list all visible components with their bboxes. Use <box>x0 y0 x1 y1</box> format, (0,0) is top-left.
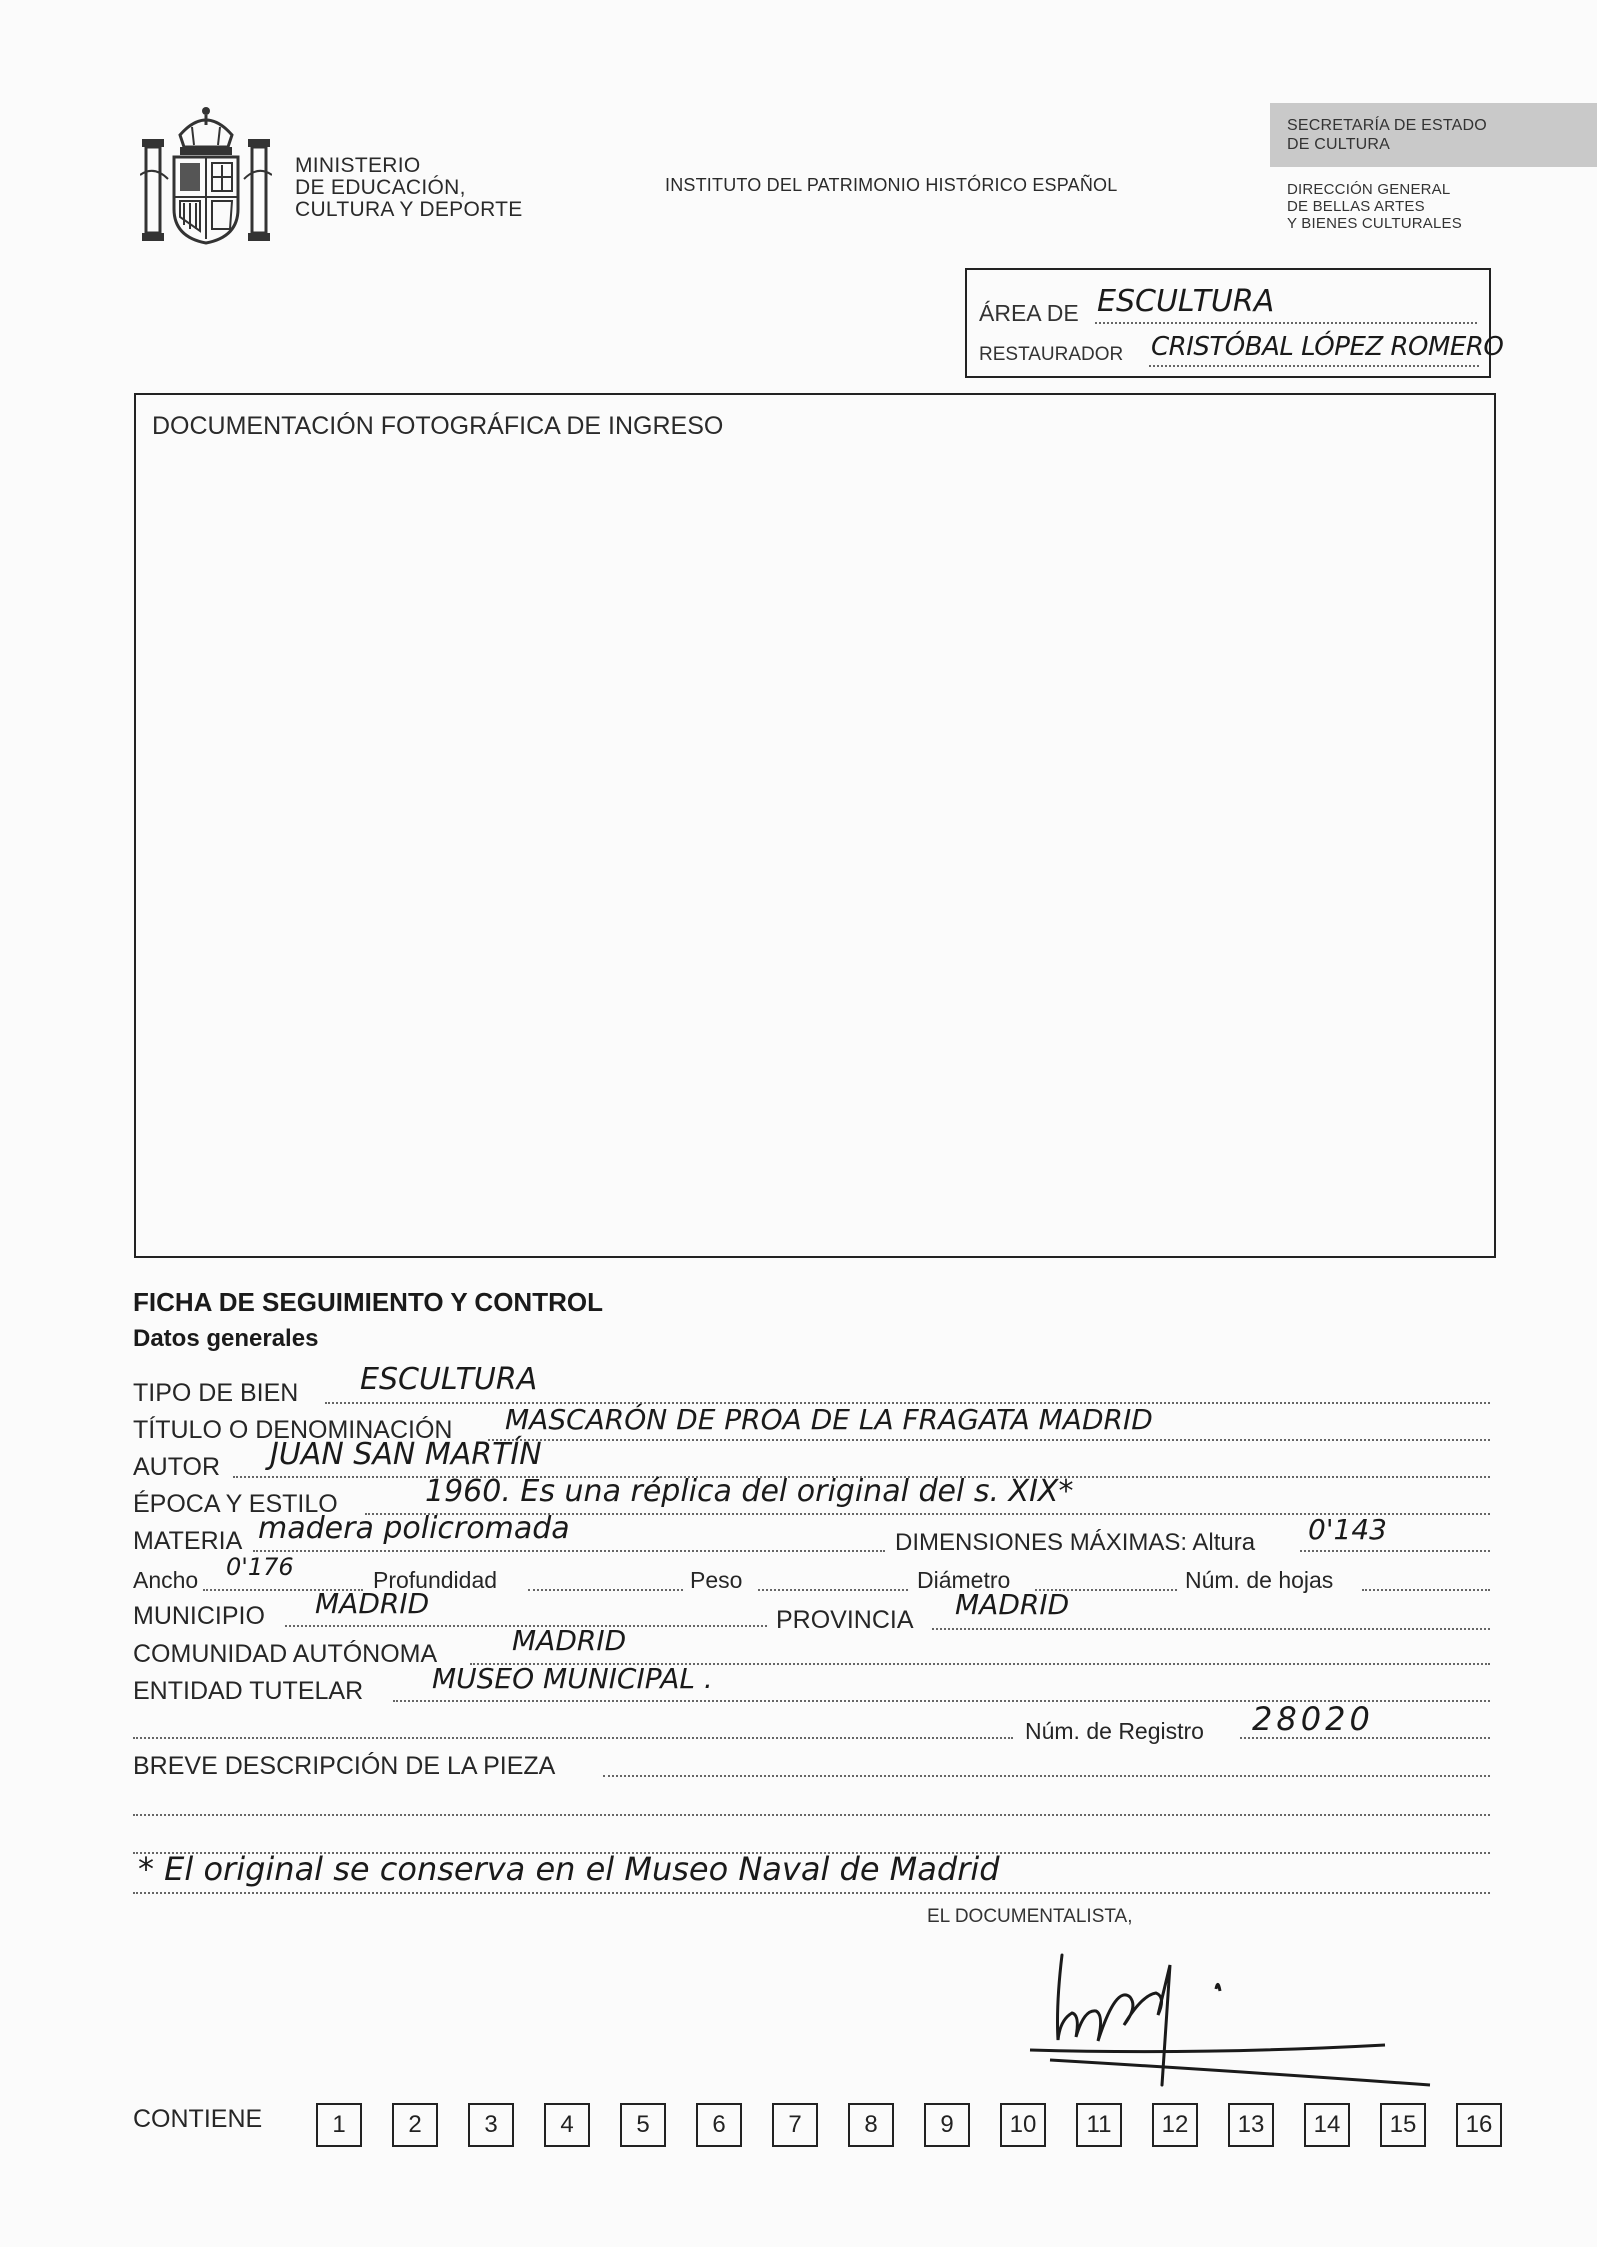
direccion-line: Y BIENES CULTURALES <box>1287 215 1462 232</box>
contiene-box-10[interactable]: 10 <box>1000 2103 1046 2147</box>
materia-value: madera policromada <box>258 1511 570 1546</box>
restaurador-label: RESTAURADOR <box>979 344 1124 365</box>
comunidad-value: MADRID <box>512 1624 627 1657</box>
photo-documentation-title: DOCUMENTACIÓN FOTOGRÁFICA DE INGRESO <box>152 412 724 440</box>
coat-of-arms-icon <box>140 105 272 245</box>
area-dotline <box>1095 322 1477 324</box>
direccion-name <box>1287 181 1462 232</box>
restaurador-dotline <box>1149 365 1479 367</box>
nota-value: * El original se conserva en el Museo Naval de Madrid <box>138 1850 1000 1888</box>
dimensiones-label: DIMENSIONES MÁXIMAS: Altura <box>895 1529 1256 1556</box>
contiene-box-4[interactable]: 4 <box>544 2103 590 2147</box>
secretaria-line: DE CULTURA <box>1287 136 1391 153</box>
secretaria-name <box>1287 116 1487 154</box>
peso-dotline <box>758 1589 908 1591</box>
contiene-box-3[interactable]: 3 <box>468 2103 514 2147</box>
area-value: ESCULTURA <box>1097 284 1275 319</box>
registro-value: 28020 <box>1252 1700 1374 1738</box>
titulo-value: MASCARÓN DE PROA DE LA FRAGATA MADRID <box>505 1403 1153 1436</box>
documentalista-label: EL DOCUMENTALISTA, <box>927 1906 1133 1927</box>
form-heading: FICHA DE SEGUIMIENTO Y CONTROL <box>133 1287 603 1317</box>
profundidad-dotline <box>528 1589 683 1591</box>
photo-documentation-box <box>134 393 1496 1258</box>
peso-label: Peso <box>690 1567 743 1593</box>
entidad-label: ENTIDAD TUTELAR <box>133 1677 364 1705</box>
altura-value: 0'143 <box>1308 1513 1387 1546</box>
signature-icon <box>1020 1945 1440 2095</box>
descripcion-dotline-2 <box>133 1814 1490 1816</box>
altura-dotline <box>1300 1550 1490 1552</box>
area-label: ÁREA DE <box>979 300 1079 326</box>
comunidad-label: COMUNIDAD AUTÓNOMA <box>133 1640 438 1668</box>
entidad-value: MUSEO MUNICIPAL . <box>432 1662 713 1695</box>
contiene-box-11[interactable]: 11 <box>1076 2103 1122 2147</box>
contiene-box-12[interactable]: 12 <box>1152 2103 1198 2147</box>
tipo-label: TIPO DE BIEN <box>133 1379 299 1407</box>
secretaria-line: SECRETARÍA DE ESTADO <box>1287 117 1487 134</box>
contiene-box-7[interactable]: 7 <box>772 2103 818 2147</box>
contiene-box-1[interactable]: 1 <box>316 2103 362 2147</box>
contiene-box-13[interactable]: 13 <box>1228 2103 1274 2147</box>
titulo-label: TÍTULO O DENOMINACIÓN <box>133 1416 453 1444</box>
form-subheading: Datos generales <box>133 1325 319 1352</box>
ministry-name <box>295 155 523 221</box>
descripcion-dotline-4 <box>133 1892 1490 1894</box>
contiene-box-8[interactable]: 8 <box>848 2103 894 2147</box>
contiene-box-14[interactable]: 14 <box>1304 2103 1350 2147</box>
profundidad-label: Profundidad <box>373 1567 498 1593</box>
provincia-label: PROVINCIA <box>776 1606 914 1634</box>
registro-dotline-left <box>133 1737 1013 1739</box>
ministry-line: MINISTERIO <box>295 154 421 177</box>
contiene-box-2[interactable]: 2 <box>392 2103 438 2147</box>
epoca-label: ÉPOCA Y ESTILO <box>133 1490 338 1518</box>
contiene-box-9[interactable]: 9 <box>924 2103 970 2147</box>
contiene-box-5[interactable]: 5 <box>620 2103 666 2147</box>
titulo-dotline <box>488 1439 1490 1441</box>
diametro-label: Diámetro <box>917 1567 1011 1593</box>
provincia-value: MADRID <box>955 1588 1070 1621</box>
ancho-label: Ancho <box>133 1567 199 1593</box>
descripcion-dotline <box>603 1775 1490 1777</box>
contiene-box-6[interactable]: 6 <box>696 2103 742 2147</box>
hojas-label: Núm. de hojas <box>1185 1567 1334 1593</box>
restaurador-value: CRISTÓBAL LÓPEZ ROMERO <box>1151 332 1504 362</box>
contiene-label: CONTIENE <box>133 2105 263 2133</box>
materia-label: MATERIA <box>133 1527 243 1555</box>
direccion-line: DIRECCIÓN GENERAL <box>1287 181 1451 198</box>
tipo-value: ESCULTURA <box>360 1362 538 1397</box>
direccion-line: DE BELLAS ARTES <box>1287 198 1425 215</box>
materia-dotline <box>253 1550 885 1552</box>
institute-name: INSTITUTO DEL PATRIMONIO HISTÓRICO ESPAÑOL <box>665 175 1118 195</box>
ancho-value: 0'176 <box>226 1553 294 1581</box>
ministry-line: CULTURA Y DEPORTE <box>295 198 523 221</box>
area-box <box>965 268 1504 378</box>
municipio-label: MUNICIPIO <box>133 1602 265 1630</box>
epoca-value: 1960. Es una réplica del original del s. XIX* <box>425 1474 1074 1509</box>
provincia-dotline <box>932 1628 1490 1630</box>
registro-label: Núm. de Registro <box>1025 1718 1204 1744</box>
autor-label: AUTOR <box>133 1453 221 1481</box>
municipio-value: MADRID <box>315 1587 430 1620</box>
autor-value: JUAN SAN MARTÍN <box>270 1437 542 1472</box>
hojas-dotline <box>1362 1589 1490 1591</box>
contiene-box-16[interactable]: 16 <box>1456 2103 1502 2147</box>
ministry-line: DE EDUCACIÓN, <box>295 176 466 199</box>
contiene-box-15[interactable]: 15 <box>1380 2103 1426 2147</box>
descripcion-label: BREVE DESCRIPCIÓN DE LA PIEZA <box>133 1752 556 1780</box>
